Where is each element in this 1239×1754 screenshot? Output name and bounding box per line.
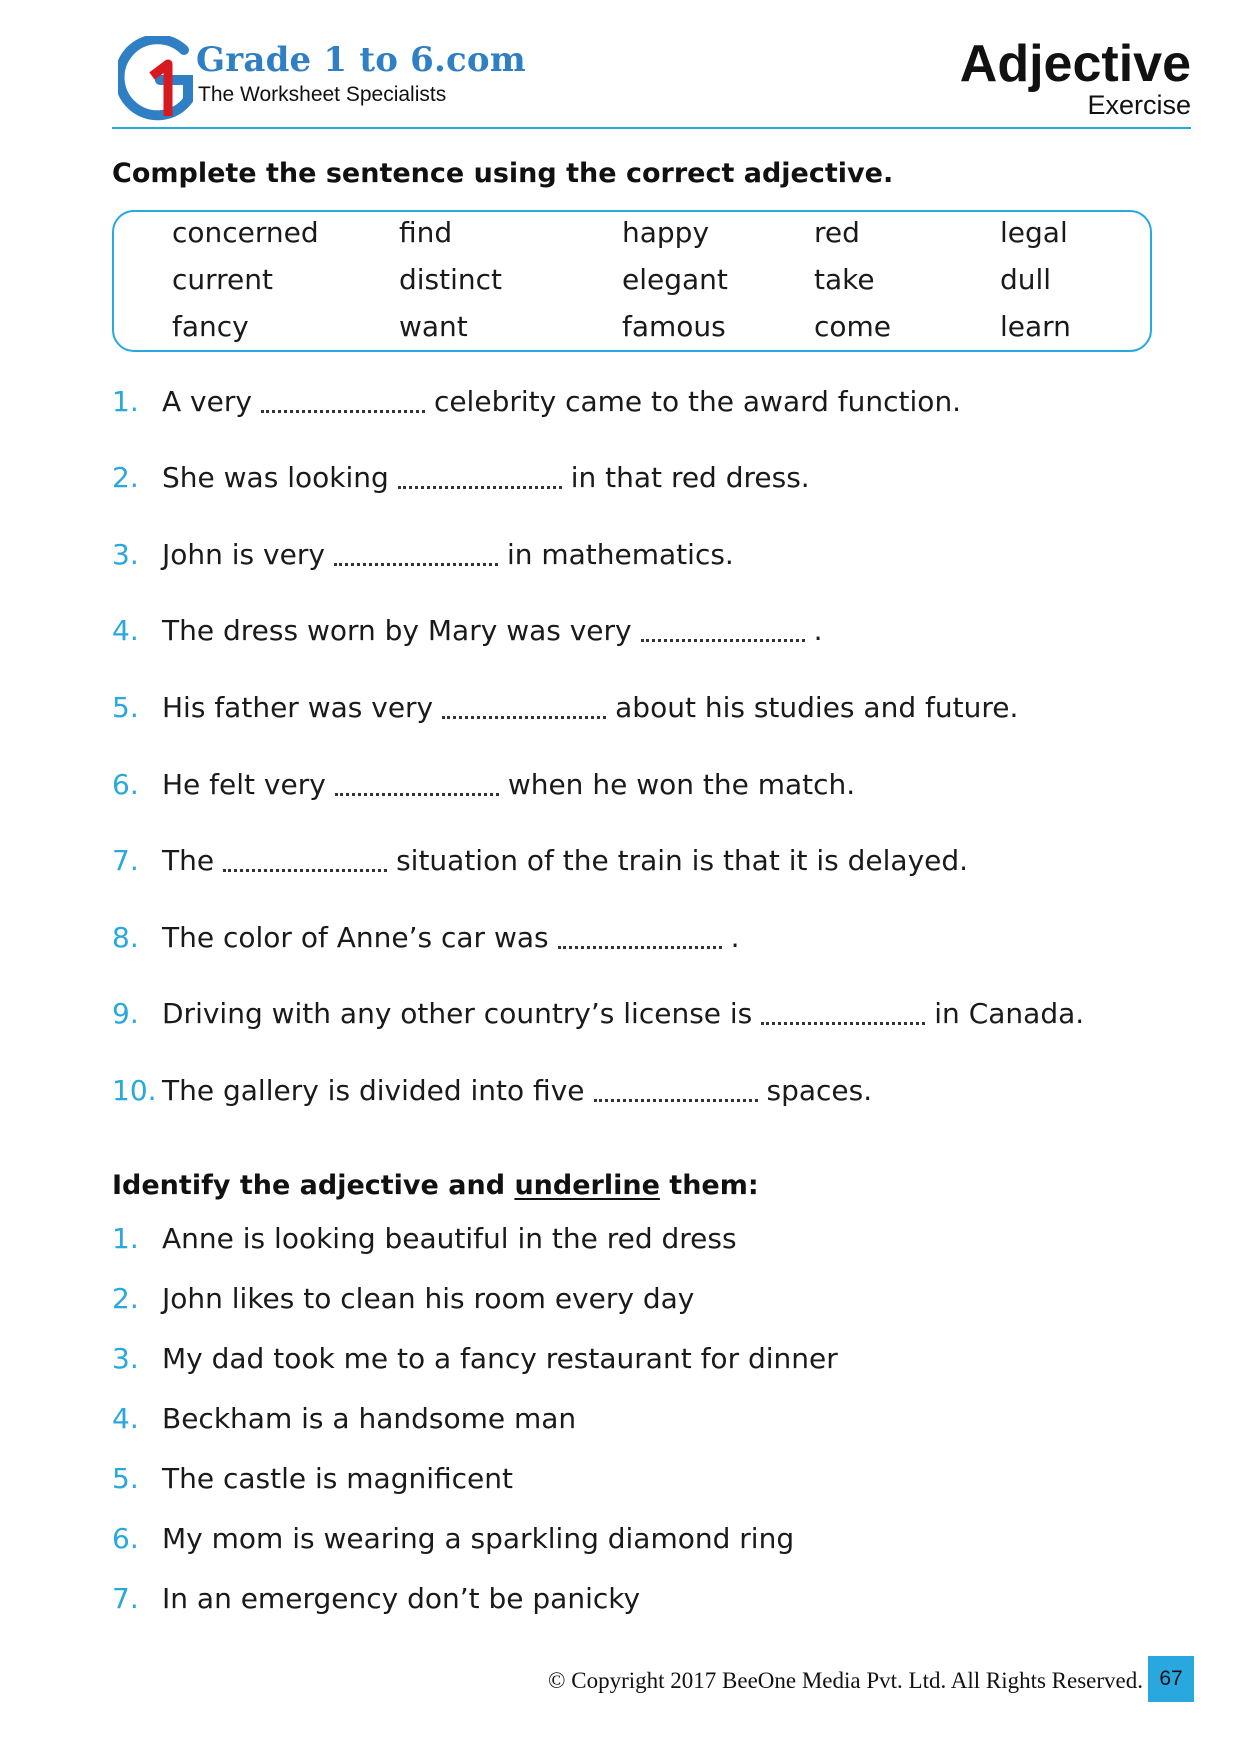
answer-blank[interactable] [335,791,499,796]
word-bank [112,210,1152,352]
word-bank-word: distinct [399,263,503,296]
underlined-word: underline [514,1170,660,1201]
item-number: 6. [112,768,139,801]
brand-logo [118,36,538,122]
item-number: 8. [112,921,139,954]
answer-blank[interactable] [641,637,805,642]
item-number: 4. [112,1402,139,1435]
word-bank-word: famous [622,310,726,343]
item-number: 1. [112,385,139,418]
copyright-notice: © Copyright 2017 BeeOne Media Pvt. Ltd. All Rights Reserved. [548,1668,1143,1693]
identify-sentence: Beckham is a handsome man [162,1402,577,1435]
word-bank-word: happy [622,216,710,249]
item-number: 7. [112,1582,139,1615]
fill-blank-sentence: The dress worn by Mary was very . [162,614,823,647]
answer-blank[interactable] [442,714,606,719]
word-bank-word: current [172,263,274,296]
logo-mark-icon [118,36,206,122]
item-number: 5. [112,691,139,724]
word-bank-word: red [814,216,860,249]
item-number: 4. [112,614,139,647]
page-subtitle: Exercise [1087,90,1191,120]
fill-blank-sentence: The gallery is divided into five spaces. [162,1074,873,1107]
header-divider [112,127,1191,129]
word-bank-word: fancy [172,310,249,343]
brand-name: Grade 1 to 6.com [196,40,526,80]
identify-sentence: John likes to clean his room every day [162,1282,695,1315]
fill-blank-sentence: The color of Anne’s car was . [162,921,740,954]
item-number: 2. [112,1282,139,1315]
answer-blank[interactable] [334,561,498,566]
section1-heading: Complete the sentence using the correct adjective. [112,158,894,189]
section2-heading: Identify the adjective and underline them: [112,1170,759,1201]
answer-blank[interactable] [398,484,562,489]
fill-blank-sentence: He felt very when he won the match. [162,768,856,801]
word-bank-word: elegant [622,263,728,296]
identify-sentence: The castle is magnificent [162,1462,513,1495]
fill-blank-sentence: Driving with any other country’s license is in Canada. [162,997,1085,1030]
word-bank-word: find [399,216,453,249]
word-bank-word: dull [1000,263,1052,296]
answer-blank[interactable] [223,867,387,872]
item-number: 6. [112,1522,139,1555]
identify-sentence: My mom is wearing a sparkling diamond ring [162,1522,795,1555]
fill-blank-sentence: The situation of the train is that it is delayed. [162,844,969,877]
word-bank-word: legal [1000,216,1068,249]
item-number: 2. [112,461,139,494]
item-number: 9. [112,997,139,1030]
answer-blank[interactable] [761,1020,925,1025]
identify-sentence: My dad took me to a fancy restaurant for dinner [162,1342,838,1375]
word-bank-word: come [814,310,892,343]
word-bank-word: learn [1000,310,1071,343]
fill-blank-sentence: She was looking in that red dress. [162,461,810,494]
fill-blank-sentence: His father was very about his studies and future. [162,691,1019,724]
page-title: Adjective [959,35,1191,93]
word-bank-word: want [399,310,468,343]
answer-blank[interactable] [261,408,425,413]
identify-sentence: In an emergency don’t be panicky [162,1582,641,1615]
item-number: 10. [112,1074,157,1107]
brand-tagline: The Worksheet Specialists [198,83,447,106]
identify-sentence: Anne is looking beautiful in the red dress [162,1222,737,1255]
item-number: 1. [112,1222,139,1255]
word-bank-word: concerned [172,216,319,249]
item-number: 3. [112,538,139,571]
item-number: 7. [112,844,139,877]
answer-blank[interactable] [558,944,722,949]
item-number: 3. [112,1342,139,1375]
item-number: 5. [112,1462,139,1495]
page-number-badge: 67 [1148,1656,1194,1702]
word-bank-word: take [814,263,875,296]
answer-blank[interactable] [594,1097,758,1102]
fill-blank-sentence: A very celebrity came to the award function. [162,385,962,418]
fill-blank-sentence: John is very in mathematics. [162,538,734,571]
